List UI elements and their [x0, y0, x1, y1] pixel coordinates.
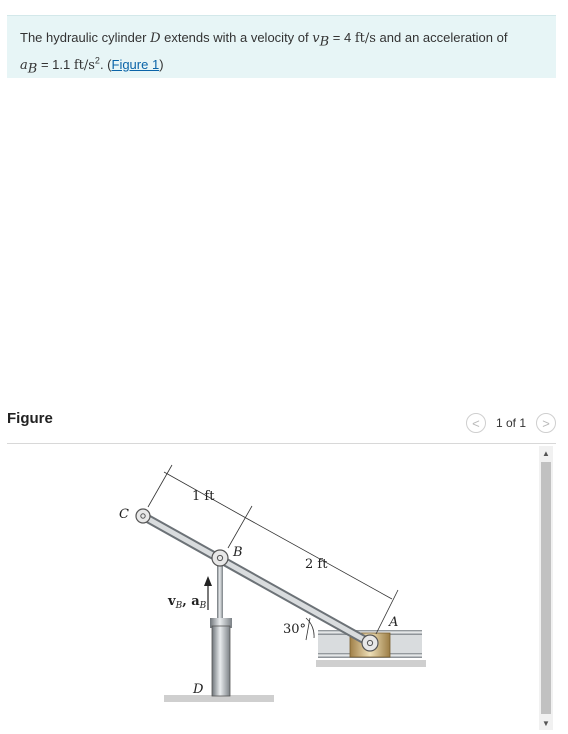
scroll-up-arrow-icon[interactable]: ▲ — [542, 448, 550, 458]
pin-a — [362, 635, 378, 651]
chevron-left-icon: < — [472, 415, 480, 431]
scroll-thumb[interactable] — [541, 462, 551, 714]
mechanism-diagram — [100, 450, 440, 720]
dimension-2ft: 2 ft — [305, 557, 328, 572]
figure-pager — [466, 412, 556, 434]
problem-statement — [7, 15, 556, 78]
ground-base-a — [316, 660, 426, 667]
pin-c — [136, 509, 150, 523]
previous-figure-button[interactable] — [466, 413, 486, 433]
figure-divider — [7, 443, 556, 444]
scroll-down-arrow-icon[interactable]: ▼ — [542, 718, 550, 728]
label-a: A — [389, 615, 399, 630]
velocity-acceleration-label: $v_B$, $a_B$ — [168, 594, 207, 611]
problem-text: The hydraulic cylinder D extends with a velocity of $v_B = 4$ ft/s and an acceleration of $a_B = 1.1$ $ft/s^2$. (Figure 1) — [20, 30, 508, 77]
hydraulic-cylinder — [210, 560, 232, 696]
angle-label: 30° — [283, 622, 307, 637]
dimension-lines — [148, 465, 398, 640]
label-d: D — [193, 682, 204, 697]
label-b: B — [233, 545, 243, 560]
label-c: C — [119, 507, 129, 522]
pin-b — [212, 550, 228, 566]
figure-title: Figure — [7, 410, 53, 427]
figure-scrollbar[interactable] — [539, 446, 553, 730]
figure-link[interactable]: Figure 1 — [111, 56, 160, 72]
next-figure-button[interactable] — [536, 413, 556, 433]
dimension-1ft: 1 ft — [192, 489, 215, 504]
figure-count: 1 of 1 — [495, 416, 526, 430]
chevron-right-icon: > — [542, 415, 550, 431]
